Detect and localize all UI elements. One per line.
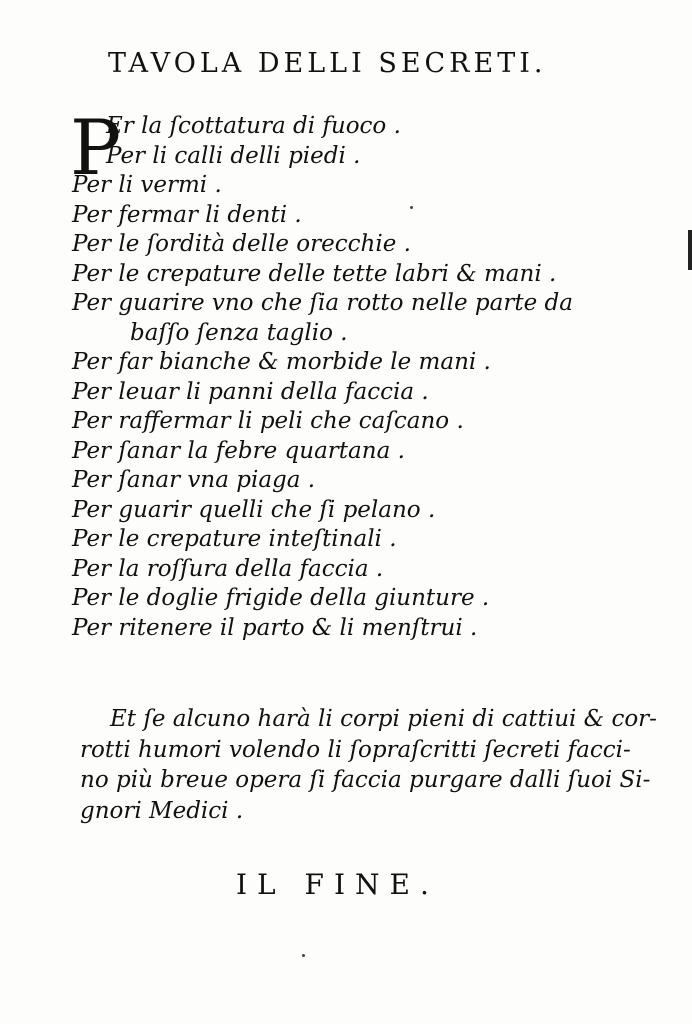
list-item: Per fermar li denti . xyxy=(72,201,302,228)
list-item: Per la roſſura della faccia . xyxy=(72,555,384,582)
list-item: Per guarire vno che ſia rotto nelle parte da xyxy=(72,290,573,316)
paragraph-line: gnori Medici . xyxy=(80,797,244,824)
list-item: Per le doglie frigide della giunture . xyxy=(72,585,490,611)
list-item: Per ritenere il parto & li menſtrui . xyxy=(72,614,478,641)
ink-speck xyxy=(302,954,305,957)
list-item: Per leuar li panni della faccia . xyxy=(72,378,429,405)
list-item: Per li vermi . xyxy=(72,172,222,198)
list-item: Er la ſcottatura di fuoco . xyxy=(106,113,401,139)
list-item: Per li calli delli piedi . xyxy=(106,142,361,169)
paragraph-line: rotti humori volendo li ſopraſcritti ſecreti facci- xyxy=(80,736,631,763)
list-item-continuation: baſſo ſenza taglio . xyxy=(130,319,348,346)
page-edge-mark xyxy=(688,230,692,270)
list-item: Per le crepature inteſtinali . xyxy=(72,526,397,552)
drop-cap-initial: P xyxy=(70,103,122,192)
list-item: Per ſanar la febre quartana . xyxy=(72,437,405,464)
recipe-list xyxy=(72,112,632,643)
list-item: Per le crepature delle tette labri & mani . xyxy=(72,260,557,287)
colophon-end: IL FINE. xyxy=(236,868,439,901)
list-item: Per guarir quelli che ſi pelano . xyxy=(72,496,436,523)
list-item: Per far bianche & morbide le mani . xyxy=(72,349,491,375)
list-item: Per raffermar li peli che caſcano . xyxy=(72,408,464,434)
paragraph-line: no più breue opera ſi faccia purgare dalli ſuoi Si- xyxy=(80,767,651,793)
page-title: TAVOLA DELLI SECRETI. xyxy=(108,48,547,79)
list-item: Per le ſordità delle orecchie . xyxy=(72,231,411,257)
paragraph-line: Et ſe alcuno harà li corpi pieni di cattiui & cor- xyxy=(110,706,657,732)
list-item: Per ſanar vna piaga . xyxy=(72,467,316,493)
ink-speck xyxy=(410,206,413,209)
closing-paragraph xyxy=(80,704,657,826)
